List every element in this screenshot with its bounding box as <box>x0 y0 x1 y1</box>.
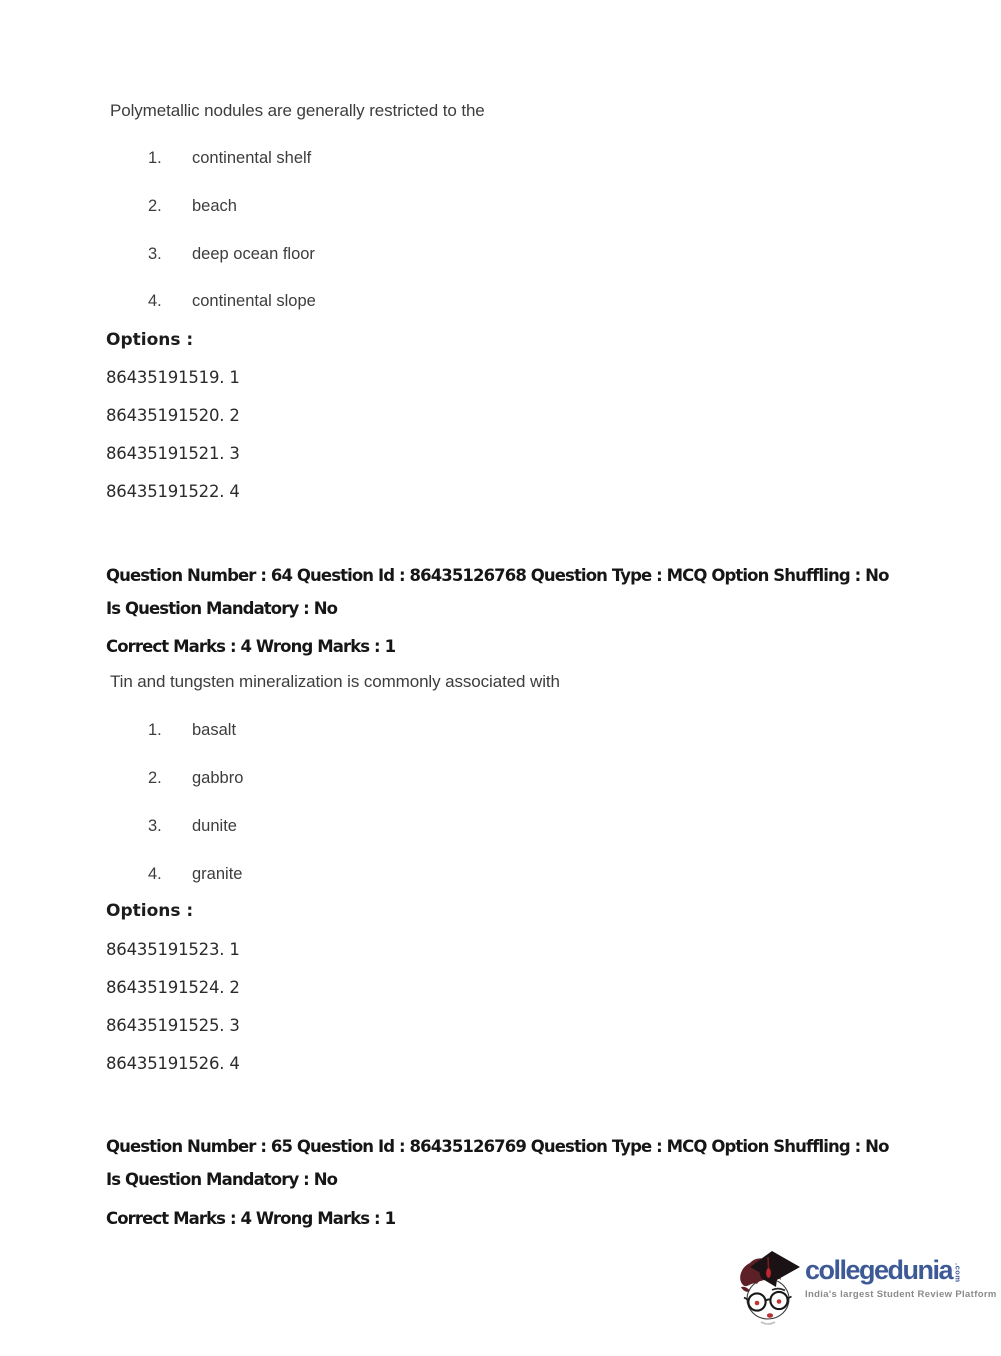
choice-number: 1. <box>148 721 162 739</box>
option-id: 86435191520. 2 <box>106 406 240 425</box>
choice-row <box>148 292 316 311</box>
question-body: Polymetallic nodules are generally restricted to the <box>110 101 485 120</box>
brand-tagline: India's largest Student Review Platform <box>805 1289 997 1300</box>
option-id: 86435191524. 2 <box>106 978 240 997</box>
choice-row <box>148 197 237 216</box>
choice-text: deep ocean floor <box>192 245 315 263</box>
collegedunia-logo <box>737 1249 997 1329</box>
option-id: 86435191521. 3 <box>106 444 240 463</box>
choice-text: dunite <box>192 817 237 835</box>
choice-text: continental slope <box>192 292 316 310</box>
option-id: 86435191526. 4 <box>106 1054 240 1073</box>
choice-text: granite <box>192 865 243 883</box>
choice-row <box>148 149 311 168</box>
choice-text: gabbro <box>192 769 244 787</box>
choice-text: continental shelf <box>192 149 312 167</box>
choice-number: 4. <box>148 865 162 883</box>
question-header-line: Is Question Mandatory : No <box>106 1170 338 1189</box>
choice-number: 2. <box>148 769 162 787</box>
choice-number: 3. <box>148 817 162 835</box>
choice-text: beach <box>192 197 237 215</box>
choice-number: 1. <box>148 149 162 167</box>
question-header-line: Correct Marks : 4 Wrong Marks : 1 <box>106 637 396 656</box>
option-id: 86435191522. 4 <box>106 482 240 501</box>
collegedunia-mascot-icon <box>737 1249 803 1329</box>
option-id: 86435191519. 1 <box>106 368 240 387</box>
choice-row <box>148 865 242 884</box>
question-header-line: Question Number : 64 Question Id : 86435126768 Question Type : MCQ Option Shuffling : No <box>106 566 889 585</box>
choice-row <box>148 721 236 740</box>
choice-text: basalt <box>192 721 237 739</box>
choice-row <box>148 769 243 788</box>
question-body: Tin and tungsten mineralization is commonly associated with <box>110 672 560 691</box>
question-header-line: Question Number : 65 Question Id : 86435126769 Question Type : MCQ Option Shuffling : No <box>106 1137 889 1156</box>
question-header-line: Is Question Mandatory : No <box>106 599 338 618</box>
brand-text: collegedunia <box>805 1255 953 1285</box>
choice-number: 2. <box>148 197 162 215</box>
option-id: 86435191525. 3 <box>106 1016 240 1035</box>
options-label: Options : <box>106 901 194 921</box>
question-header-line: Correct Marks : 4 Wrong Marks : 1 <box>106 1209 396 1228</box>
choice-row <box>148 817 237 836</box>
choice-number: 4. <box>148 292 162 310</box>
choice-row <box>148 245 315 264</box>
option-id: 86435191523. 1 <box>106 940 240 959</box>
brand-tld: .com <box>953 1263 963 1283</box>
choice-number: 3. <box>148 245 162 263</box>
options-label: Options : <box>106 330 194 350</box>
